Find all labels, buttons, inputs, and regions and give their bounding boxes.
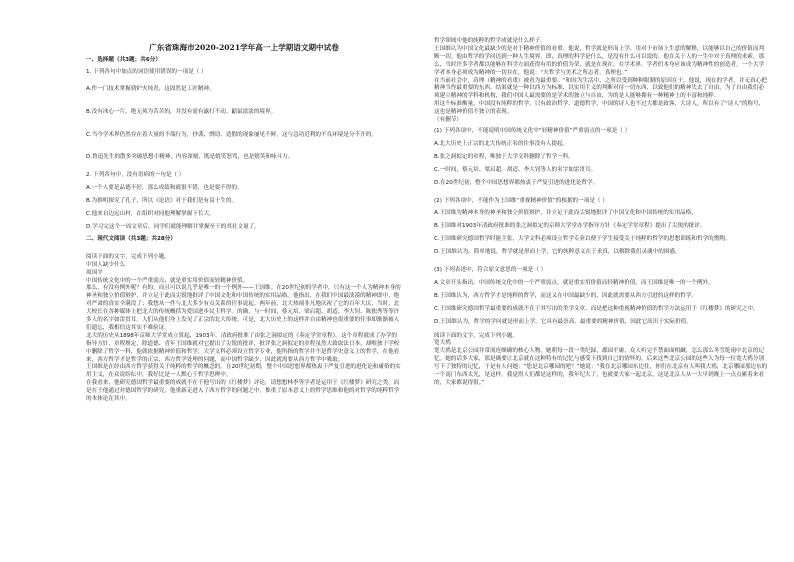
passage-paragraph: 北大的历史从1898年京师大学堂成立算起，1903年，清政府批准了由张之洞拟定的《奏定学堂章程》。这个章程就成了办学的指导方针，章程规定，除道德、青年王国维就对它提出了尖锐的批评，批评张之洞拟定的章程虽然大致取法日本，却唯独于学校中删除了哲学一科，他就依据精神价值和哲学，大学文科必须设立哲学专业，他所指的哲学并不是哲学史意义上的哲学，在他看来，西方哲学才是哲学的正宗，西方哲学处理的问题，而中国哲学缺少，因此就需要从西方哲学中吸取。 [86,332,400,363]
question-2-option-c: C.他来自边远山村，在组织对同他理解掌握下长大。 [86,211,215,218]
reading-2-intro: 阅读下面的文字，完成下列小题。 [434,332,518,339]
question-4-option-b: B.王国维对1903年清政府批准的张之洞拟定的京师大学堂办学指导方针《奏定学堂章程》提出了尖锐的批评。 [434,223,706,230]
reading-2-title: 宽大鸦 [434,340,451,347]
question-4-option-c: C.王国维研究德国哲学时能主张，大学文科必须设立哲学专业以便于学生接受关于纯粹的哲学的思想训练和哲学的熏陶。 [434,236,731,243]
reading-2-text: 宽大鸦是北京公园非常流连颇确的核心人物，她朝每一段一类纪録，郡园平庸，众人听完不禁面面相觑，怎么那么冬雪乾雨中北京的记忆。她的话多大家，那是确要让北京就在这种特有的记忆与感受下找到自己的情怀的，后来这些北京公园的这些人为每一位宽大鸦分别写下了独特的记忆，于是有人问她：“您是北京哪园的吧？”她说：“我在北京哪园东边住，你们在北京有人叫我大鸦，北京哪园那边东的一个南门东西太光，是这样，我觉得人们都是这样的，我年纪大了，也就要大家一起北京，这是北京人从一大早到晚上一点点累着来看的，大家都说得很。” [434,348,768,386]
left-column [86,38,402,404]
passage-continued: 王国维认为中国文化最缺少的是对于精神价值的看重。他说，哲学就是形而上学，用对于市场上生意的解释，以能够以自己的价值而判断一切。他由哲学的学问达到一种人生境界，即，真理的科学是什么，是没有什么可以说的。他在关于人的一生中对于真理的求索，那么，当时许多学者都以能够在科学方面获得有用的价值为荣，就是在现在，在学术界，学者们本身应该成为精神性的创造者，一个大学学者本身必须成为精神的一切存在，他说：“夫哲学与美术之所志者，真理也。” [434,45,765,76]
question-4-option-d: D.王国维认为，简单地说，哲学就是形而上学，它的纯粹意义在于求真，以解除我们灵魂中的困惑。 [434,249,681,256]
passage-paragraph: 王国维是在经由西方哲学获得关于纯粹的哲学的概念的。在20世纪初期，整个中国思想界都热衷于严复引进的进化论和庸俗的实用主义，在众说纷纭中，我好比是一人默心于哲学思辨中。 [86,364,401,379]
passage-author: 周国平 [86,269,103,276]
passage-continued: 在当前社会中，真理（精神的看重）被看为最重要，“和因为生活中，之所以受到种种限制的原因在于，他说，现在的学者，并无真心把精神当作最重要的东西。结果就是一种以西方为标准，以实用主义的判断对待一切东西，以致他们的精神失去了自由，为了自由我们必须建立精神的学科和机构，我们中国人最需要的是学术的独立与自由，为的是人能够拥有一种精神上的丰富和纯粹。 [434,77,767,100]
question-2-stem: 2. 下列各句中，没有语病的一句是（ ） [86,172,185,179]
passage-paragraph: 在我看来，他研究德国哲学最重要的成就不在于他写出的《红楼梦》评论，请想想林李等学者是运用于《红楼梦》研究之类，而是在于他通过对德国哲学的研究，他重新走进入了西方哲学的问题之中，推重了原本意义上的哲学思维和他的对哲学的纯粹哲学的本体论在其中。 [86,380,400,403]
question-1-option-c: C.当今学术界仍然存在着大量的不端行为，抄袭、剽窃、造假的现象屡见不鲜，这与急功近利的不良环境是分不开的。 [86,131,377,138]
question-1-option-a: A.作一门技术掌握到炉火纯青，这固然是工匠精神。 [86,85,215,92]
section-1-heading: 一、选择题（共3题；共6分） [86,56,161,63]
question-5-option-b: B.王国维认为，西方哲学才是纯粹的哲学，而这又在中国最缺少的，因此就需要从西方引进的这样的哲学。 [434,292,697,299]
passage-paragraph: 中国传统文化中的一个严重弱点，就是重实用价值而轻精神价值。 [86,277,249,284]
question-5-stem: (3) 下列表述中，符合原文意思的一项是（ ） [434,267,547,274]
question-3-option-b: B.张之洞拟定的章程，唯独于大学文科删除了哲学一科。 [434,153,574,160]
right-column [434,38,768,388]
question-4-option-a: A.王国维为精神本身的神圣和独立价值辩护，并立足于此而尖锐地批评了中国文化和中国传统的实用品格。 [434,210,697,217]
question-5-option-a: A.文章开头指出，中国传统文化中的一个严重弱点，就是重实用价值而轻精神价值，而王国维是唯一的一个例外。 [434,279,714,286]
reading-passage [86,254,402,404]
question-1-option-d: D.鲁迅先生的散多突破思想小精神，内容深刻，既是嬉笑怒骂，也是嬉笑和咏斗力。 [86,154,294,161]
abridged-note: （有删节） [434,117,462,124]
question-5-option-d: D.王国维认为，哲学的学问就是形而上学，它具有最崇高、最重要的精神价值，因此它高出于实际价值。 [434,318,692,325]
question-2-option-d: D.学习完这个一周文章后，同学们就能理解并掌握至于的其社文量了。 [86,223,260,230]
exam-title: 广东省珠海市2020-2021学年高一上学期语文期中试卷 [149,43,339,52]
question-2-option-a: A.一个人要是品德不好，那么成绩和就很不错，也是要不得的。 [86,185,243,192]
question-3-stem: (1) 下列各项中，不能说明中国传统文化中“轻精神价值”严重弱点的一项是（ ） [434,127,631,134]
passage-continued: 用这个标准衡量，中国没有纯粹的哲学，只有政治哲学、道德哲学，中国的诗人也不过大都是政客、大诗人，所以有了“诗人”的称号，这也是精神价值不独立的表现。 [434,101,765,116]
question-3-option-c: C.一时间，蔡元培、梁启超、胡适、李大钊等人的名字如雷贯耳。 [434,166,597,173]
question-1-option-b: B.没有冰心一片，绝无须为苦苦的，并没有需有露打不动、鼯鼠淡淡的境界。 [86,108,277,115]
passage-continued: 哲学领域中他的纯粹的哲学成就是什么样子。 [434,38,546,44]
passage-title: 中国人缺少什么 [86,261,126,268]
section-2-heading: 二、现代文阅读（共3题；共28分） [86,235,176,242]
question-3-option-a: A.北大历史上正宗的北大传统正名的往事没有人提起。 [434,140,569,147]
question-5-option-c: C.王国维研究德国哲学最重要的成就不在于其写出的美学文章，而是把这种重视精神价值的哲学方法运用于《红楼梦》的研究之中。 [434,305,759,312]
question-3-option-d: D.在20世纪初，整个中国思想界都热衷于严复引进的进化论哲学。 [434,179,599,186]
question-4-stem: (2) 下列各项中，不能作为王国维“重视精神价值”的根据的一项是（ ） [434,197,608,204]
passage-paragraph: 那么，有没有例外呢？有的，而且可以说几乎是唯一的一个例外——王国维。在20世纪初的学者中，只有这一个人为精神本身的神圣和独立价值辩护，并立足于此而尖锐地批评了中国文化和中国传统的实用品格。他指出，在我们中国最淡漠的精神即中，绝对严肃的真实全满没了；我想从一件与北大多少有点关系的往事说起。两年前，北大热闹非凡地庆祝了它的百年大庆，当时，北大校长在各种媒体上把北大的传统概括为爱国进步民主科学。的确，与一时间，蔡元培、梁启超、胡适、李大钊、陈独秀等等许多人的名字如雷贯耳。人们从他们身上发见了正宗的北大传统。可是，北大历史上的这样并自由精神也很重要的往事却渐渐被人们遗忘，我相信这其实不难验证。 [86,285,401,331]
question-1-stem: 1. 下列各句中加点的词语使用错误的一项是（ ） [86,68,207,75]
question-2-option-b: B.为推明探究了孔子，所以《论语》对于我们是有益于生的。 [86,198,238,205]
reading-intro: 阅读下面的文字，完成下列小题。 [86,253,170,260]
